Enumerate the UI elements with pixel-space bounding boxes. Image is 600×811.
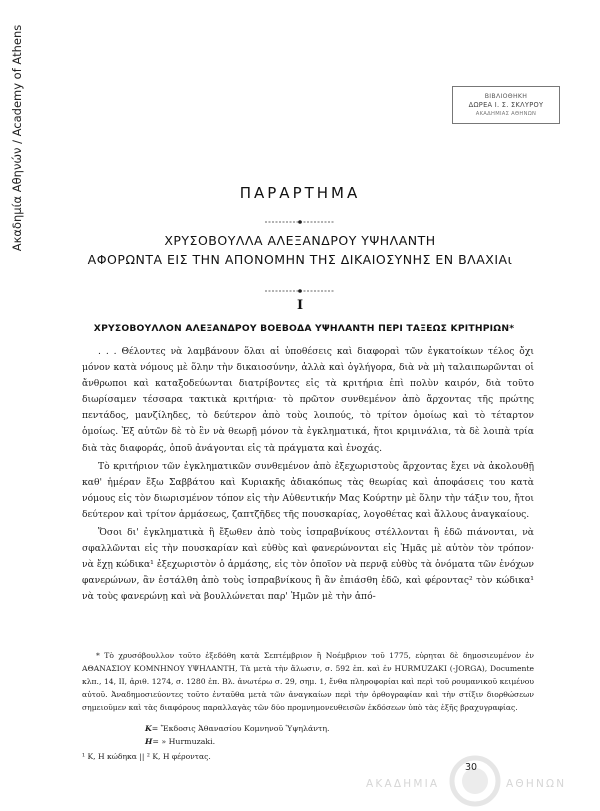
subtitle-ornament: [0, 279, 600, 285]
siglum-k-text: = Ἔκδοσις Ἀθανασίου Κομνηνοῦ Ὑψηλάντη.: [151, 724, 330, 733]
paragraph: . . . Θέλοντες νὰ λαμβάνουν ὅλαι αἱ ὑποθέσεις καὶ διαφοραὶ τῶν ἐγκατοίκων τέλος ὄχι μόνον κατὰ νόμους μὲ ὅλην τὴν δικαιοσύνην, ἀλλὰ καὶ ὀγλήγορα, διὰ νὰ μὴ ταλαιπωρῶνται οἱ ἄνθρωποι καὶ καταξοδεύωνται διατρίβοντες εἰς τὰ κριτήρια ἐπὶ πολὺν καιρόν, διὰ τοῦτο διωρίσαμεν τέσσαρα τακτικὰ κριτήρια· τὸ πρῶτον συνθεμένον ἀπὸ ἄρχοντας τῆς πρώτης πεντάδος, μανζίληδες, τὸ δεύτερον ἀπὸ τοὺς λοιπούς, τὸ τρίτον ὁμοίως καὶ τὸ τέταρτον ὁμοίως. Ἐξ αὐτῶν δὲ τὸ ἓν νὰ θεωρῇ μόνον τὰ ἐγκληματικά, ἤτοι κριμινάλια, τὰ δὲ λοιπὰ τρία διὰ τὰς διαφοράς, ὁποῦ ἀνάγονται εἰς τὰ πράγματα καὶ ἐνοχάς.: [82, 346, 534, 454]
watermark-left: ΑΚΑΔΗΜΙΑ: [366, 778, 440, 790]
siglum-h-text: = » Hurmuzaki.: [152, 737, 216, 746]
section-heading: ΧΡΥΣΟΒΟΥΛΛΟΝ ΑΛΕΞΑΝΔΡΟΥ ΒΟΕΒΟΔΑ ΥΨΗΛΑΝΤΗ ΠΕΡΙ ΤΑΞΕΩΣ ΚΡΙΤΗΡΙΩΝ*: [93, 323, 515, 334]
subtitle-line-1: ΧΡΥΣΟΒΟΥΛΛΑ ΑΛΕΞΑΝΔΡΟΥ ΥΨΗΛΑΝΤΗ: [164, 233, 436, 248]
siglum-row-k: [145, 724, 330, 733]
siglum-row-h: [145, 737, 215, 746]
library-stamp-line-1: ΒΙΒΛΙΟΘΗΚΗ: [484, 92, 528, 100]
library-stamp-line-3: ΑΚΑΔΗΜΙΑΣ ΑΘΗΝΩΝ: [475, 110, 537, 117]
siglum-k: K: [145, 724, 152, 733]
section-numeral: Ι: [296, 298, 304, 313]
paragraph: Τὸ κριτήριον τῶν ἐγκληματικῶν συνθεμένον ἀπὸ ἐξεχωριστοὺς ἄρχοντας ἔχει νὰ ἀκολουθῇ καθ' ἡμέραν ἔξω Σαββάτου καὶ Κυριακῆς ἀδιακόπως τὰς θεωρίας καὶ ἀποφάσεις του κατὰ νόμους εἰς τὸν διωρισμένον τόπον εἰς τὴν Αὐθεντικήν Μας Κούρτην μὲ ὅλην τὴν τάξιν του, ἤτοι δεύτερον καὶ τρίτον ἀρμάσεως, ζαπτζῆδες τῆς πουσκαρίας, λογοθέτας καὶ ἄλλους ἀναγκαίους.: [82, 460, 534, 520]
watermark-right: ΑΘΗΝΩΝ: [506, 778, 567, 790]
paragraph: Ὅσοι δι' ἐγκληματικὰ ἢ ἔξωθεν ἀπὸ τοὺς ἰσπραβνίκους στέλλονται ἢ ἐδῶ πιάνονται, νὰ σφαλλῶνται εἰς τὴν πουσκαρίαν καὶ εὐθὺς καὶ φανερώνονται εἰς Ἡμᾶς μὲ αὐτὸν τὸν τρόπον· νὰ ἔχῃ κώδικα¹ ἐξεχωριστὸν ὁ ἀρμάσης, εἰς τὸν ὁποῖον νὰ περνᾷ εὐθὺς τὰ ὀνόματα τῶν ἐνόχων φανερώνων, ἂν ἐστάλθη ἀπὸ τοὺς ἰσπραβνίκους ἢ ἂν ἐπιάσθη ἐδῶ, καὶ φέροντας² τὸν κώδικα¹ νὰ τοὺς φανερώνῃ καὶ νὰ βουλλώνεται παρ' Ἡμῶν μὲ τὴν ἀπό-: [82, 527, 534, 603]
footnote-star-text: * Τὸ χρυσόβουλλον τοῦτο ἐξεδόθη κατὰ Σεπτέμβριον ἢ Νοέμβριον τοῦ 1775, εὑρηται δὲ δημοσιευμένον ἐν ΑΘΑΝΑΣΙΟΥ ΚΟΜΝΗΝΟΥ ΥΨΗΛΑΝΤΗ, Τὰ μετὰ τὴν ἅλωσιν, σ. 592 ἑπ. καὶ ἐν HURMUZAKI (-JORGA), Documente κλπ., 14, II, ἀριθ. 1274, σ. 1280 ἑπ. Βλ. ἀνωτέρω σ. 29, σημ. 1, ἔνθα πληροφορίαι καὶ περὶ τοῦ ρουμανικοῦ κειμένου αὐτοῦ. Ἀναδημοσιεύοντες τοῦτο ἐνταῦθα μετὰ τῶν ἀναγκαίων περὶ τὴν ὀρθογραφίαν καὶ τὴν στίξιν διορθώσεων σημειοῦμεν καὶ τὰς διαφόρους παραλλαγὰς τῶν δύο προμνημονευθεισῶν ἐκδόσεων ὑπὸ τὰς ἑξῆς βραχυγραφίας.: [82, 651, 534, 713]
subtitle-line-2: ΑΦΟΡΩΝΤΑ ΕΙΣ ΤΗΝ ΑΠΟΝΟΜΗΝ ΤΗΣ ΔΙΚΑΙΟΣΥΝΗΣ ΕΝ ΒΛΑΧΙΑι: [87, 252, 513, 267]
body-text: [82, 344, 534, 606]
library-stamp: [452, 86, 560, 124]
footnote-variants: ¹ Κ, Η κώδηκα || ² Κ, Η φέροντας.: [82, 752, 211, 761]
page-number: 30: [465, 762, 478, 773]
footnote-star: [82, 649, 534, 714]
siglum-h: H: [145, 737, 153, 746]
title-ornament: [0, 210, 600, 216]
side-stamp-text: Ακαδημία Αθηνών / Academy of Athens: [10, 24, 25, 252]
library-stamp-line-2: ΔΩΡΕΑ Ι. Σ. ΣΚΛΥΡΟΥ: [468, 100, 544, 109]
page-title: ΠΑΡΑΡΤΗΜΑ: [239, 184, 361, 202]
